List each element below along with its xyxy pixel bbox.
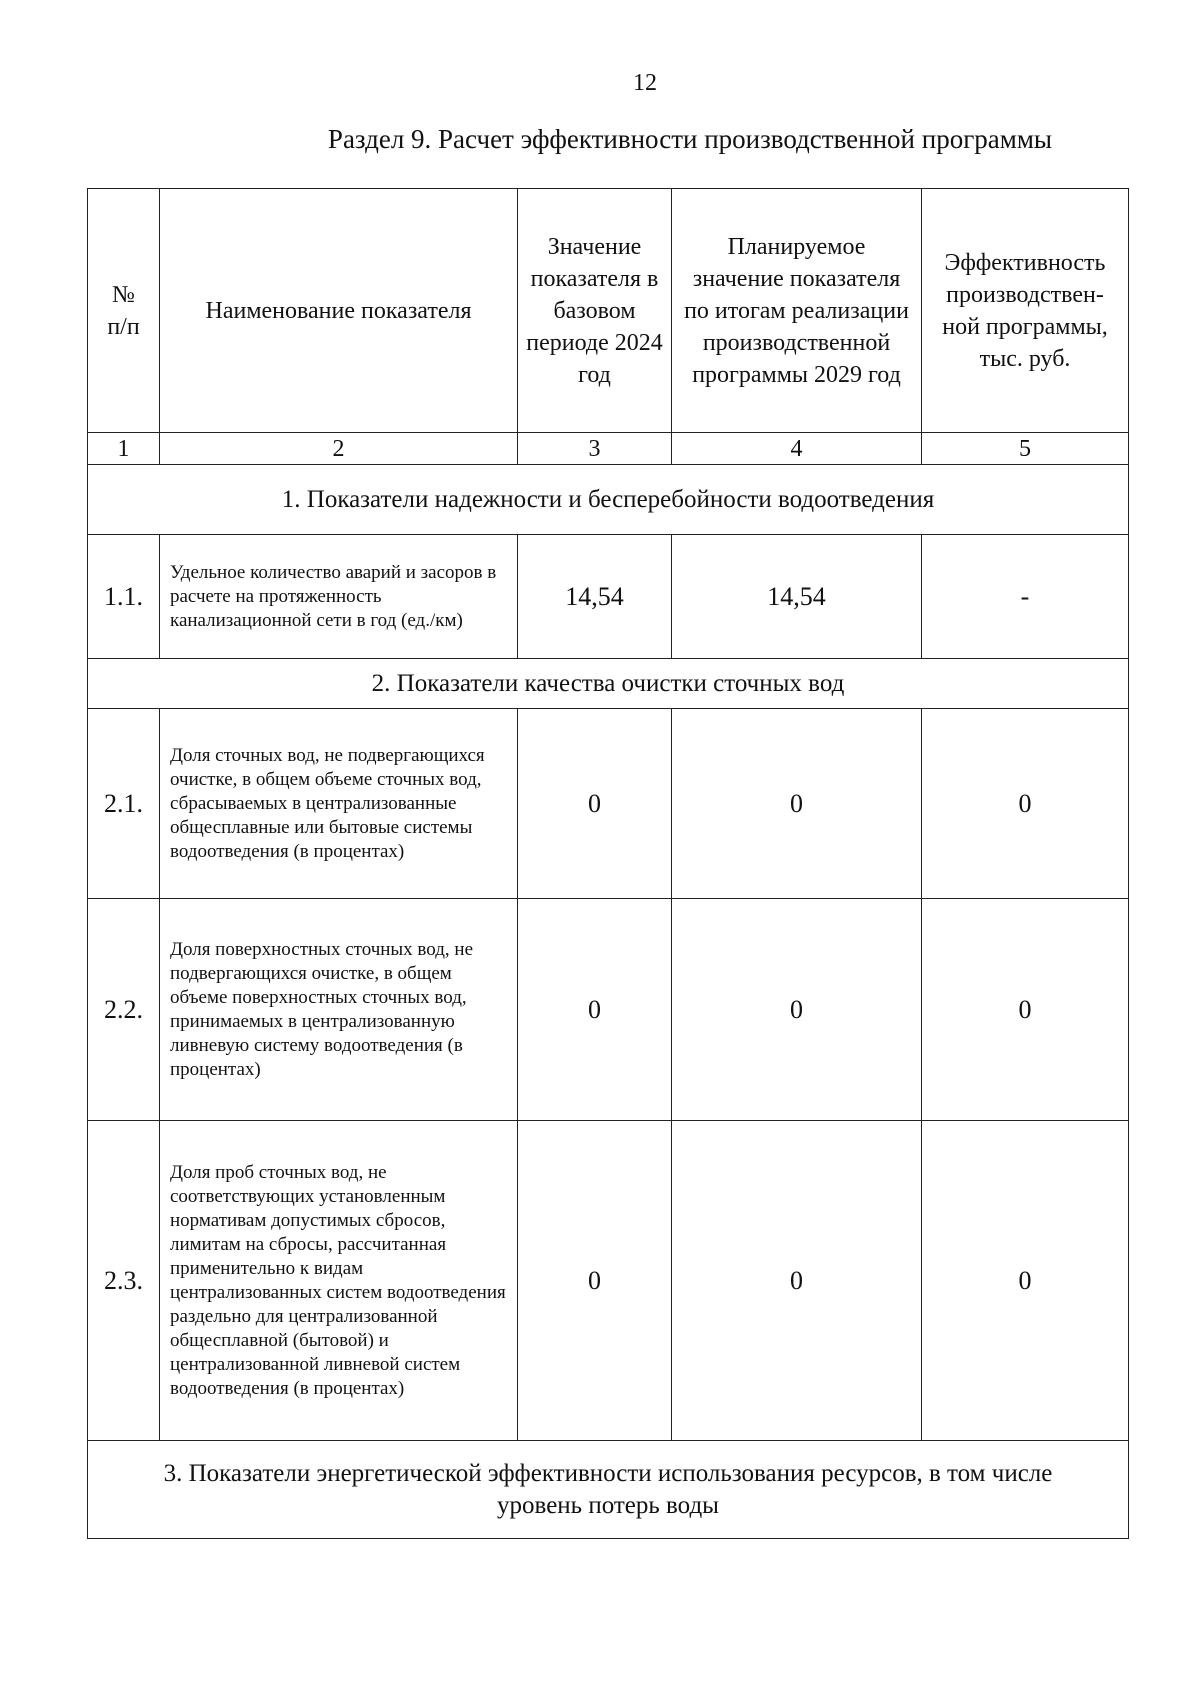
base-value: 14,54 [518, 535, 672, 659]
column-number: 4 [672, 433, 922, 465]
planned-value: 14,54 [672, 535, 922, 659]
section-title-2: 2. Показатели качества очистки сточных вод [88, 659, 1129, 709]
table-row [88, 709, 1129, 899]
planned-value: 0 [672, 899, 922, 1121]
column-numbers-row [88, 433, 1129, 465]
page-number: 12 [633, 70, 657, 96]
table-row [88, 535, 1129, 659]
column-number: 1 [88, 433, 160, 465]
header-planned-value: Планируемое значение показателя по итогам реализации производственной программы 2029 год [672, 189, 922, 433]
table-row [88, 899, 1129, 1121]
base-value: 0 [518, 899, 672, 1121]
section-title-3: 3. Показатели энергетической эффективности использования ресурсов, в том числе уровень потерь воды [88, 1441, 1129, 1539]
row-number: 2.1. [88, 709, 160, 899]
indicator-name: Доля проб сточных вод, не соответствующих установленным нормативам допустимых сбросов, лимитам на сбросы, рассчитанная применительно к видам централизованных систем водоотведения раздельно для централизованной общесплавной (бытовой) и централизованной ливневой систем водоотведения (в процентах) [160, 1121, 518, 1441]
indicator-name: Доля поверхностных сточных вод, не подвергающихся очистке, в общем объеме поверхностных сточных вод, принимаемых в централизованную ливневую систему водоотведения (в процентах) [160, 899, 518, 1121]
efficiency-value: 0 [922, 1121, 1129, 1441]
row-number: 2.3. [88, 1121, 160, 1441]
planned-value: 0 [672, 1121, 922, 1441]
column-number: 3 [518, 433, 672, 465]
header-efficiency: Эффективность производствен-ной программы, тыс. руб. [922, 189, 1129, 433]
column-number: 5 [922, 433, 1129, 465]
section-title-1: 1. Показатели надежности и бесперебойности водоотведения [88, 465, 1129, 535]
base-value: 0 [518, 1121, 672, 1441]
row-number: 1.1. [88, 535, 160, 659]
efficiency-value: 0 [922, 899, 1129, 1121]
section-row [88, 659, 1129, 709]
efficiency-table [87, 188, 1129, 1539]
column-number: 2 [160, 433, 518, 465]
efficiency-value: 0 [922, 709, 1129, 899]
header-base-value: Значение показателя в базовом периоде 2024 год [518, 189, 672, 433]
header-number: № п/п [88, 189, 160, 433]
table-row [88, 1121, 1129, 1441]
section-row [88, 1441, 1129, 1539]
indicator-name: Удельное количество аварий и засоров в расчете на протяженность канализационной сети в год (ед./км) [160, 535, 518, 659]
base-value: 0 [518, 709, 672, 899]
section-title: Раздел 9. Расчет эффективности производственной программы [327, 124, 1053, 154]
indicator-name: Доля сточных вод, не подвергающихся очистке, в общем объеме сточных вод, сбрасываемых в централизованные общесплавные или бытовые системы водоотведения (в процентах) [160, 709, 518, 899]
row-number: 2.2. [88, 899, 160, 1121]
efficiency-value: - [922, 535, 1129, 659]
table-header-row [88, 189, 1129, 433]
planned-value: 0 [672, 709, 922, 899]
header-indicator-name: Наименование показателя [160, 189, 518, 433]
section-row [88, 465, 1129, 535]
